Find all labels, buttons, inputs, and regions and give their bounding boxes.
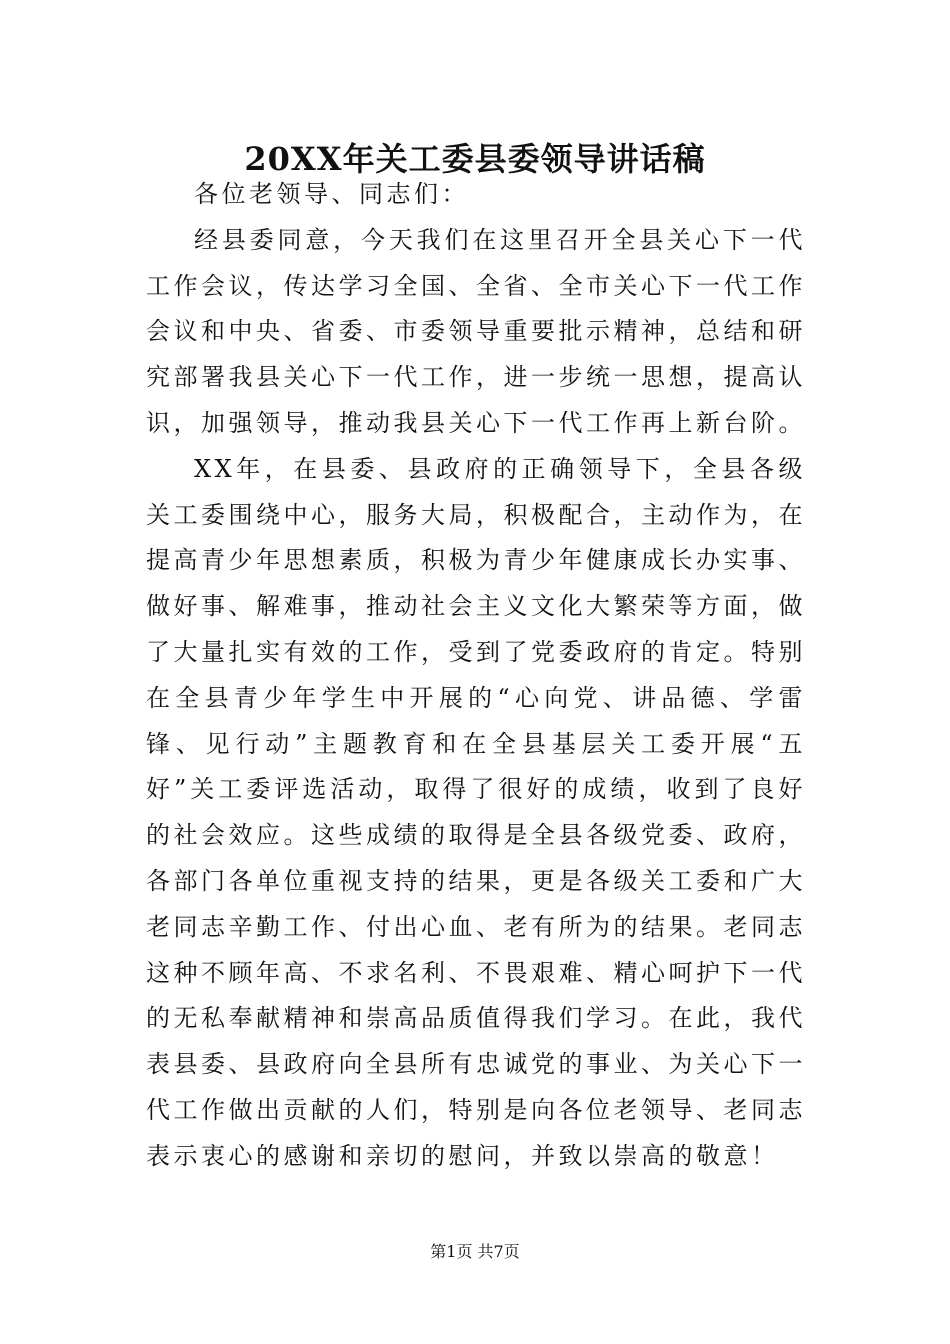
document-title: 20XX年关工委县委领导讲话稿	[244, 140, 706, 178]
body-paragraph-1: 经县委同意，今天我们在这里召开全县关心下一代工作会议，传达学习全国、全省、全市关心下一代工作会议和中央、省委、市委领导重要批示精神，总结和研究部署我县关心下一代工作，进一步统一思想，提高认识，加强领导，推动我县关心下一代工作再上新台阶。	[146, 225, 806, 437]
greeting-paragraph: 各位老领导、同志们：	[194, 180, 469, 208]
body-paragraph-2: XX年，在县委、县政府的正确领导下，全县各级关工委围绕中心，服务大局，积极配合，主动作为，在提高青少年思想素质，积极为青少年健康成长办实事、做好事、解难事，推动社会主义文化大繁荣等方面，做了大量扎实有效的工作，受到了党委政府的肯定。特别在全县青少年学生中开展的“心向党、讲品德、学雷锋、见行动”主题教育和在全县基层关工委开展“五好”关工委评选活动，取得了很好的成绩，收到了良好的社会效应。这些成绩的取得是全县各级党委、政府，各部门各单位重视支持的结果，更是各级关工委和广大老同志辛勤工作、付出心血、老有所为的结果。老同志这种不顾年高、不求名利、不畏艰难、精心呵护下一代的无私奉献精神和崇高品质值得我们学习。在此，我代表县委、县政府向全县所有忠诚党的事业、为关心下一代工作做出贡献的人们，特别是向各位老领导、老同志表示衷心的感谢和亲切的慰问，并致以崇高的敬意！	[146, 454, 806, 1170]
page-footer: 第1页 共7页	[430, 1242, 520, 1261]
document-body	[146, 172, 806, 1180]
